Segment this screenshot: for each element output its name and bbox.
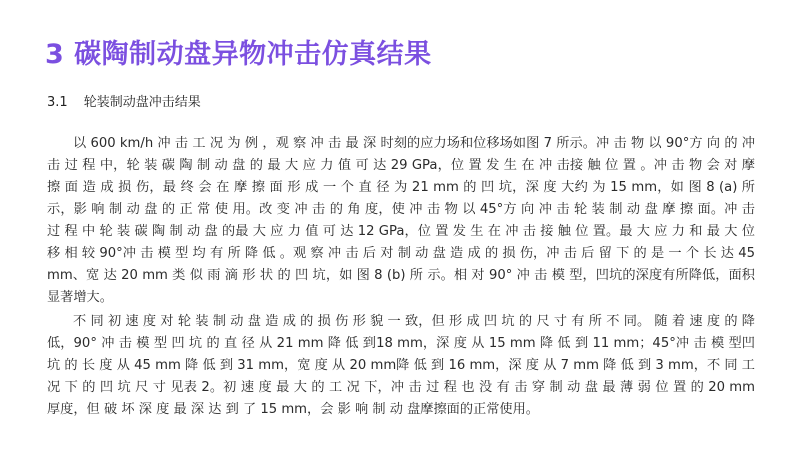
section-number: 3.1 — [47, 95, 68, 110]
section-title: 轮装制动盘冲击结果 — [83, 95, 201, 110]
paragraph-1: 以 600 km/h 冲 击 工 况 为 例 ，观 察 冲 击 最 深 时刻的应力场和位移场如图 7 所示。冲 击 物 以 90°方 向 的 冲 击 过 程 中，轮 装 碳 陶 制 动 盘 的 最 大 应 力 值 可 达 29 GPa，位 置 发 生 在 冲 击接 触 位 置 。冲 击 物 会 对 摩 擦 面 造 成 损 伤，最 终 会 在 摩 擦 面 形 成 一 个 直 径 为 21 mm 的 凹 坑，深 度 大约 为 15 mm，如 图 8 (a) 所 示，影 响 制 动 盘 的 正 常 使 用。改 变 冲 击 的 角 度，使 冲 击 物 以 45°方 向 冲 击 轮 装 制 动 盘 摩 擦 面。冲 击 过 程 中 轮 装 碳 陶 制 动 盘 的最 大 应 力 值 可 达 12 GPa，位 置 发 生 在 冲 击 接 触 位 置。最 大 应 力 和 最 大 位 移 相 较 90°冲 击 模 型 均 有 所 降 低 。观 察 冲 击 后 对 制 动 盘 造 成 的 损 伤，冲 击 后 留 下 的 是 一 个 长 达 45 mm、宽 达 20 mm 类 似 雨 滴 形 状 的 凹 坑，如 图 8 (b) 所 示。相 对 90° 冲 击 模 型，凹坑的深度有所降低，面积显著增大。 — [47, 136, 755, 306]
paragraph-2: 不 同 初 速 度 对 轮 装 制 动 盘 造 成 的 损 伤 形 貌 一 致，但 形 成 凹 坑 的 尺 寸 有 所 不 同。 随 着 速 度 的 降 低，90° 冲 击 模 型 凹 坑 的 直 径 从 21 mm 降 低 到18 mm，深 度 从 15 mm 降 低 到 11 mm；45°冲 击 模 型凹 坑 的 长 度 从 45 mm 降 低 到 31 mm，宽 度 从 20 mm降 低 到 16 mm，深 度 从 7 mm 降 低 到 3 mm，不 同 工况 下 的 凹 坑 尺 寸 见表 2。初 速 度 最 大 的 工 况 下，冲 击 过 程 也 没 有 击 穿 制 动 盘 最 薄 弱 位 置 的 20 mm 厚度，但 破 坏 深 度 最 深 达 到 了 15 mm，会 影 响 制 动 盘摩擦面的正常使用。 — [47, 314, 755, 418]
section-heading — [47, 91, 201, 110]
slide-title: 3 碳陶制动盘异物冲击仿真结果 — [45, 39, 432, 70]
